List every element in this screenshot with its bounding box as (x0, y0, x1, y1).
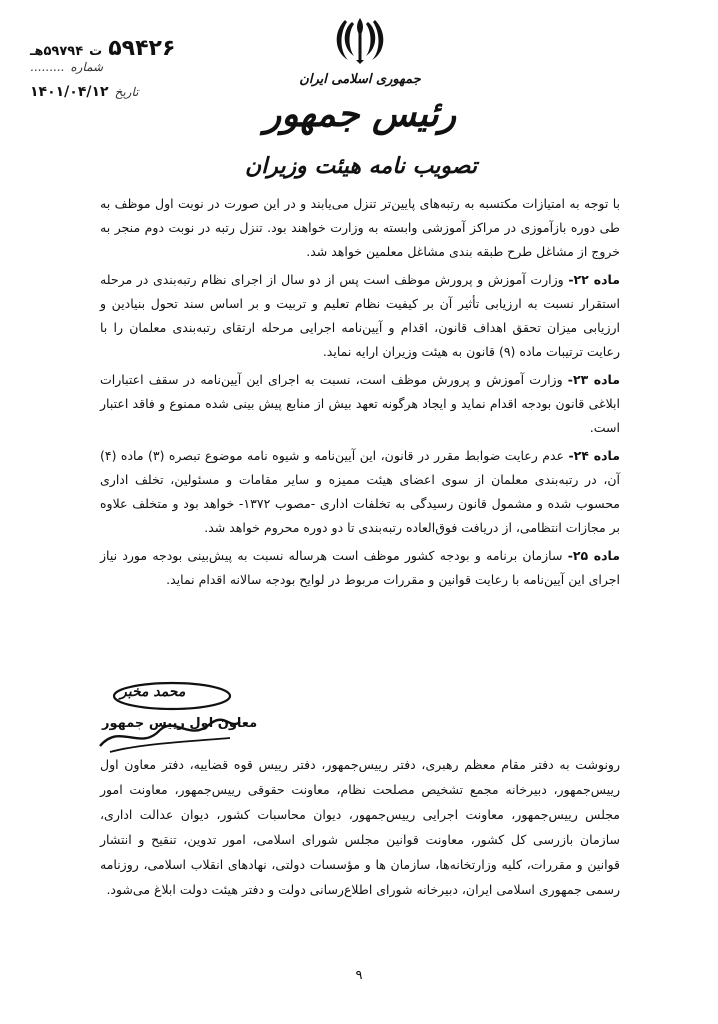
signatory-name: محمد مخبر (120, 684, 186, 700)
reference-number: ۵۹۷۹۴هـ (30, 44, 84, 59)
carbon-copy-list: رونوشت به دفتر مقام معظم رهبری، دفتر رییس‌جمهور، دفتر رییس قوه قضاییه، دفتر معاون اول رییس‌جمهور، دبیرخانه مجمع تشخیص مصلحت نظام، معاونت حقوقی رییس‌جمهور، معاونت امور مجلس رییس‌جمهور، معاونت اجرایی رییس‌جمهور، دیوان محاسبات کشور، دیوان عدالت اداری، سازمان بازرسی کل کشور، معاونت قوانین مجلس شورای اسلامی، امور تدوین، تنقیح و انتشار قوانین و مقررات، کلیه وزارتخانه‌ها، سازمان ها و مؤسسات دولتی، نهادهای انقلاب اسلامی، روزنامه رسمی جمهوری اسلامی ایران، دبیرخانه شورای اطلاع‌رسانی دولت و دفتر هیئت دولت ابلاغ می‌شود. (100, 757, 620, 897)
article-text: وزارت آموزش و پرورش موظف است پس از دو سال از اجرای نظام رتبه‌بندی در مرحله استقرار نسبت به ارزیابی تأثیر آن بر کیفیت نظام تعلیم و تربیت و بر اساس سند تحول بنیادین و ارزیابی میزان تحقق اهداف قانون، اقدام و آیین‌نامه اجرایی مرحله ارتقای رتبه‌بندی معلمان را با رعایت ترتیبات ماده (۹) قانون به هیئت وزیران ارایه نماید. (100, 272, 620, 359)
reference-row (30, 36, 230, 60)
article-label: ماده ۲۵- (567, 548, 620, 563)
article-text: سازمان برنامه و بودجه کشور موظف است هرساله نسبت به پیش‌بینی بودجه مورد نیاز اجرای این آیین‌نامه با رعایت قوانین و مقررات مربوط در لوایح بودجه سالانه اقدام نماید. (100, 548, 620, 587)
number-label: شماره (70, 60, 104, 74)
article-25 (100, 544, 620, 592)
article-22 (100, 268, 620, 364)
signature-block (80, 672, 258, 762)
article-23 (100, 368, 620, 440)
document-body (100, 192, 620, 596)
reference-label: ت (89, 44, 103, 59)
document-reference-block (30, 36, 230, 108)
document-type: تصویب نامه هیئت وزیران (245, 153, 477, 179)
signatory-title: معاون اول رییس جمهور (102, 716, 258, 731)
date-label: تاریخ (114, 85, 139, 99)
number-row: شماره ......... (30, 60, 104, 74)
article-text: وزارت آموزش و پرورش موظف است، نسبت به اجرای این آیین‌نامه در سقف اعتبارات ابلاغی قانون بودجه اقدام نماید و ایجاد هرگونه تعهد بیش از منابع پیش بینی شده ممنوع و فاقد اعتبار است. (100, 372, 620, 435)
iran-emblem-icon (334, 14, 386, 66)
date-value: ۱۴۰۱/۰۴/۱۲ (30, 84, 109, 100)
article-text: عدم رعایت ضوابط مقرر در قانون، این آیین‌نامه و شیوه نامه موضوع تبصره (۳) ماده (۴) آن، در رتبه‌بندی معلمان از سوی اعضای هیئت ممیزه و سایر مقامات و مسئولین، تخلف اداری محسوب شده و مشمول قانون رسیدگی به تخلفات اداری -مصوب ۱۳۷۲- خواهد بود و متخلف علاوه بر مجازات انتظامی، از دریافت فوق‌العاده رتبه‌بندی تا دو دوره محروم خواهد شد. (100, 448, 621, 535)
intro-paragraph: با توجه به امتیازات مکتسبه به رتبه‌های پایین‌تر تنزل می‌یابند و در این صورت در نوبت اول موظف به طی دوره بازآموزی در مراکز آموزشی وابسته به وزارت خواهند بود. تنزل رتبه در نوبت دوم منجر به خروج از مشاغل طرح طبقه بندی مشاغل معلمین خواهد شد. (100, 196, 620, 259)
government-name: جمهوری اسلامی ایران (299, 72, 421, 87)
date-row (30, 84, 230, 108)
page-number: ۹ (355, 968, 363, 983)
letter-number: ۵۹۴۲۶ (108, 36, 176, 61)
article-24 (100, 444, 620, 540)
article-label: ماده ۲۴- (568, 448, 620, 463)
office-title: رئیس جمهور (263, 93, 457, 135)
article-label: ماده ۲۲- (568, 272, 620, 287)
article-label: ماده ۲۳- (567, 372, 620, 387)
